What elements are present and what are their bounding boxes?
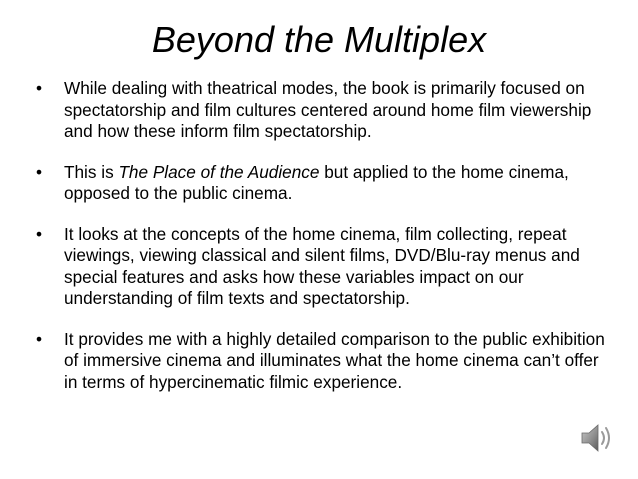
- bullet-text: It provides me with a highly detailed comparison to the public exhibition of immersive cinema and illuminates what the home cinema can’t offer in terms of hypercinematic filmic experience.: [64, 328, 605, 392]
- bullet-item: [36, 78, 616, 143]
- bullet-item: [36, 329, 616, 394]
- bullet-item: [36, 224, 616, 310]
- bullet-text: While dealing with theatrical modes, the book is primarily focused on spectatorship and film cultures centered around home film viewership and how these inform film spectatorship.: [64, 78, 592, 141]
- slide-title: Beyond the Multiplex: [151, 19, 487, 60]
- bullet-text: [64, 162, 616, 205]
- bullet-item: [36, 162, 616, 205]
- bullet-marker: •: [36, 78, 43, 98]
- book-title-italic: The Place of the Audience: [118, 161, 320, 182]
- bullet-text-after: but applied to the home cinema, opposed to the public cinema.: [64, 161, 569, 203]
- bullet-list: [36, 78, 616, 412]
- bullet-marker: •: [36, 161, 43, 182]
- bullet-text: It looks at the concepts of the home cinema, film collecting, repeat viewings, viewing classical and silent films, DVD/Blu-ray menus and special features and asks how these variables impact on our understanding of film texts and spectatorship.: [64, 223, 580, 308]
- bullet-marker: •: [36, 223, 43, 244]
- speaker-audio-icon[interactable]: [578, 418, 618, 458]
- bullet-marker: •: [36, 328, 43, 349]
- bullet-text-before: This is: [64, 161, 119, 182]
- speaker-icon: [578, 418, 618, 458]
